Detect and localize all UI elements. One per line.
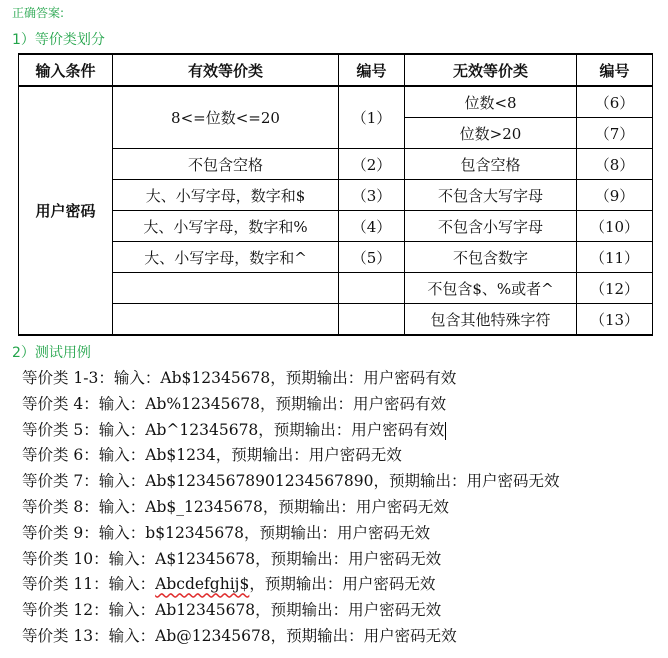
answer-heading: 正确答案: xyxy=(12,6,65,20)
invalid-id-cell: （10） xyxy=(577,211,653,242)
test-case-line xyxy=(22,598,560,624)
case-label: 等价类 1-3：输入： xyxy=(22,369,161,387)
header-invalid-class: 无效等价类 xyxy=(405,54,577,86)
valid-id-cell: （3） xyxy=(339,180,405,211)
table-row xyxy=(19,149,653,180)
valid-class-cell: 大、小写字母，数字和% xyxy=(113,211,339,242)
case-output: ，预期输出：用户密码无效 xyxy=(373,472,560,491)
case-output: ，预期输出：用户密码无效 xyxy=(243,523,430,542)
invalid-class-cell: 位数>20 xyxy=(405,118,577,149)
case-label: 等价类 4：输入： xyxy=(22,394,146,413)
case-input: Ab$12345678901234567890 xyxy=(145,472,374,491)
case-input: Ab@12345678 xyxy=(155,626,271,645)
test-case-list xyxy=(22,366,560,650)
test-case-line xyxy=(22,547,560,573)
invalid-id-cell: （12） xyxy=(577,273,653,304)
table-row xyxy=(19,211,653,242)
table-row xyxy=(19,242,653,273)
empty-cell xyxy=(113,304,339,336)
invalid-id-cell: （11） xyxy=(577,242,653,273)
invalid-class-cell: 包含空格 xyxy=(405,149,577,180)
case-input: b$12345678 xyxy=(145,523,244,542)
valid-id-cell: （4） xyxy=(339,211,405,242)
case-label: 等价类 8：输入： xyxy=(22,497,146,516)
invalid-id-cell: （8） xyxy=(577,149,653,180)
case-output: ，预期输出：用户密码无效 xyxy=(262,497,449,516)
table-row xyxy=(19,273,653,304)
valid-class-cell: 大、小写字母，数字和$ xyxy=(113,180,339,211)
test-case-line xyxy=(22,418,560,444)
case-output: ，预期输出：用户密码有效 xyxy=(260,394,447,413)
case-output: ，预期输出：用户密码无效 xyxy=(255,549,442,568)
equivalence-class-table xyxy=(18,53,653,336)
test-case-line xyxy=(22,366,560,392)
test-case-line xyxy=(22,469,560,495)
case-label: 等价类 11：输入： xyxy=(22,575,156,594)
table-header-row xyxy=(19,54,653,86)
invalid-class-cell: 不包含小写字母 xyxy=(405,211,577,242)
case-label: 等价类 9：输入： xyxy=(22,523,146,542)
test-case-line xyxy=(22,495,560,521)
case-output: ，预期输出：用户密码无效 xyxy=(249,575,436,594)
empty-cell xyxy=(339,304,405,336)
case-input: Ab^12345678 xyxy=(145,420,259,439)
test-case-line xyxy=(22,521,560,547)
table-row xyxy=(19,304,653,336)
invalid-id-cell: （9） xyxy=(577,180,653,211)
section-heading-test-cases: 2）测试用例 xyxy=(12,345,91,361)
case-output: ，预期输出：用户密码有效 xyxy=(270,369,457,387)
header-id: 编号 xyxy=(339,54,405,86)
header-valid-class: 有效等价类 xyxy=(113,54,339,86)
invalid-class-cell: 不包含大写字母 xyxy=(405,180,577,211)
case-label: 等价类 7：输入： xyxy=(22,472,146,491)
valid-class-cell: 不包含空格 xyxy=(113,149,339,180)
test-case-line xyxy=(22,443,560,469)
case-label: 等价类 6：输入： xyxy=(22,446,146,465)
case-input: Abcdefghij$ xyxy=(155,575,250,594)
case-input: Ab12345678 xyxy=(155,601,256,620)
invalid-class-cell: 包含其他特殊字符 xyxy=(405,304,577,336)
invalid-id-cell: （7） xyxy=(577,118,653,149)
case-output: ，预期输出：用户密码无效 xyxy=(215,446,402,465)
invalid-class-cell: 不包含数字 xyxy=(405,242,577,273)
invalid-id-cell: （13） xyxy=(577,304,653,336)
test-case-line xyxy=(22,392,560,418)
header-input-condition: 输入条件 xyxy=(19,54,113,86)
valid-id-cell: （2） xyxy=(339,149,405,180)
invalid-id-cell: （6） xyxy=(577,86,653,118)
table-row xyxy=(19,180,653,211)
empty-cell xyxy=(113,273,339,304)
case-output: ，预期输出：用户密码无效 xyxy=(270,626,457,645)
section-heading-partition: 1）等价类划分 xyxy=(12,32,105,48)
test-case-line xyxy=(22,624,560,650)
case-input: Ab$_12345678 xyxy=(145,497,263,516)
valid-id-cell: （1） xyxy=(339,86,405,149)
case-output: ，预期输出：用户密码无效 xyxy=(255,601,442,620)
text-cursor xyxy=(445,422,446,440)
case-input: Ab$1234 xyxy=(145,446,216,465)
empty-cell xyxy=(339,273,405,304)
condition-cell: 用户密码 xyxy=(19,86,113,335)
case-input: Ab%12345678 xyxy=(145,394,261,413)
case-label: 等价类 5：输入： xyxy=(22,420,146,439)
header-id: 编号 xyxy=(577,54,653,86)
case-label: 等价类 12：输入： xyxy=(22,601,156,620)
case-label: 等价类 13：输入： xyxy=(22,626,156,645)
valid-id-cell: （5） xyxy=(339,242,405,273)
case-input: Ab$12345678 xyxy=(160,369,271,387)
case-input: A$12345678 xyxy=(155,549,256,568)
invalid-class-cell: 位数<8 xyxy=(405,86,577,118)
case-output: ，预期输出：用户密码有效 xyxy=(258,420,445,439)
valid-class-cell: 8<=位数<=20 xyxy=(113,86,339,149)
valid-class-cell: 大、小写字母，数字和^ xyxy=(113,242,339,273)
invalid-class-cell: 不包含$、%或者^ xyxy=(405,273,577,304)
test-case-line xyxy=(22,572,560,598)
table-row xyxy=(19,86,653,118)
case-label: 等价类 10：输入： xyxy=(22,549,156,568)
